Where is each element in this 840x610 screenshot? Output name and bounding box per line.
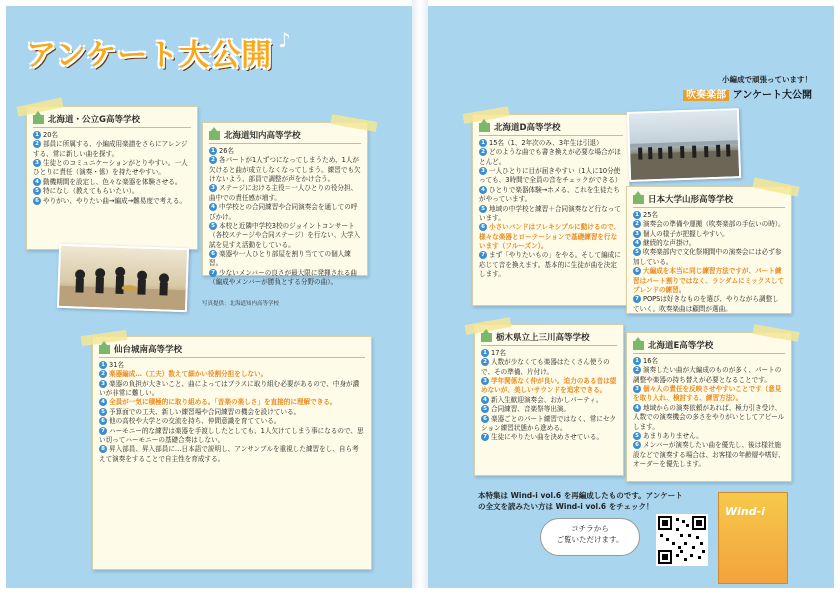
music-note-icon: ♪	[278, 28, 291, 52]
school-icon	[481, 333, 492, 342]
answer-item: 7 ハーモニー的な練習は楽器を手渡ししたとしても、1人欠けてしまう事になるので、思い切ってハーモニーの基礎合奏はしない。	[99, 426, 364, 444]
answer-item: 5 本校と近隣中学校3校のジョイントコンサート（各校ステージや合同ステージ）を行ない、大学入試を見すえ活動をしている。	[209, 221, 361, 249]
answer-item: 2 どのような曲でも書き換えが必要な場合がほとんど。	[479, 148, 621, 166]
answer-item: 1 20名	[33, 131, 191, 140]
school-icon	[99, 345, 110, 354]
gutter	[412, 0, 428, 610]
answer-item: 1 15名（1、2年次のみ、3年生は引退）	[479, 139, 623, 148]
answer-item: 4 中学校との合同練習や合同演奏会を通しての呼びかけ。	[209, 203, 358, 221]
answer-item: 5 地域の中学校と練習＋合同演奏など行なっています。	[479, 204, 621, 222]
card-header	[33, 113, 191, 128]
school-icon	[479, 123, 490, 132]
answer-item: 2 演奏会の準備や運搬（吹奏楽部の手伝いの時）。	[633, 220, 785, 229]
school-name: 北海道知内高等学校	[224, 131, 301, 141]
band-photo	[57, 244, 189, 312]
card-header	[481, 331, 617, 346]
bottom-margin	[0, 588, 840, 610]
left-page	[6, 6, 412, 602]
school-card-shiriuchi	[202, 122, 368, 287]
answer-item: 6 大編成を本当に同じ練習方法ですが、パート練習はパート割りではなく、ランダムにミックスしてブレンドの練習。	[633, 267, 785, 294]
card-header	[633, 193, 785, 208]
school-name: 北海道・公立G高等学校	[48, 115, 140, 125]
school-card-d	[472, 114, 630, 306]
school-icon	[33, 115, 44, 124]
answer-item: 5 特になし（教えてもらいたい）。	[33, 187, 191, 196]
answer-item: 2 楽器編成…（工夫）数えて細かい役割分担をしない。	[99, 370, 365, 379]
answer-item: 1 17名	[481, 349, 617, 358]
answer-item: 1 25名	[633, 211, 785, 220]
magazine-title: Wind-i	[725, 505, 765, 518]
answer-item: 5 吹奏楽部内で文化祭期間中の演奏会には必ず参加している。	[633, 248, 782, 266]
answer-item: 4 動機期間を設定し、色々な楽器を体験させる。	[33, 178, 191, 187]
answer-item: 1 16名	[633, 357, 785, 366]
answer-item: 3 個々人の責任を反映させやすいことです（意見を取り入れ、検討する、練習方法）。	[633, 385, 782, 403]
answer-item: 6 小さいバンドはフレキシブルに動けるので、様々な楽器とローテーションで基礎練習を行ないます（フルーズン）。	[479, 223, 621, 250]
answer-item: 4 ひとりで楽器体験→ホメる、これを生徒たちがやっています。	[479, 185, 620, 204]
answer-item: 6 他の高校や大学との交流を持ち、仲間意識を育てている。	[99, 417, 365, 426]
answer-item: 7 少ないメンバーの良さが最大限に発揮される曲（編成やメンバーが勝負とする分野の曲）。	[209, 268, 358, 287]
card-header	[209, 129, 361, 144]
answer-item: 6 メンバーが演奏したい曲を優先し、後は様社施設などで演奏する場合は、お客様の年齢層や嗜好、オーダーを優先します。	[633, 441, 785, 468]
card-header	[633, 339, 785, 354]
answer-item: 6 やりがい、やりたい曲→編成→難易度で考える。	[33, 197, 191, 206]
answer-item: 3 生徒とのコミュニケーションがとりやすい。一人ひとりに責任（演奏・係）を持たせやすい。	[33, 159, 188, 177]
answer-item: 8 昇入部員、昇入部員に…日本語で説明し、アンサンブルを重視した練習をし、自ら考えて演奏をすることで自主性を育成する。	[99, 445, 359, 463]
school-card-tochigi	[474, 324, 624, 476]
answer-item: 5 予算面での工夫、新しい練習場や合同練習の機会を設けている。	[99, 408, 365, 417]
school-icon	[209, 131, 220, 140]
answer-item: 4 継続的な声掛け。	[633, 239, 785, 248]
info-text: 本特集は Wind-i vol.6 を再編成したものです。アンケート の全文を読みたい方は Wind-i vol.6 をチェック！	[478, 491, 683, 512]
answer-item: 6 楽器ごとのパート練習ではなく、常にセクション練習状態から進める。	[481, 414, 617, 432]
school-card-yamagata	[626, 186, 792, 314]
answer-item: 2 各パートが1人ずつになってしまうため、1人が欠けると曲が成立しなくなってしまう。練習でも欠けないよう、部員で調整が声をかけ合う。	[209, 156, 361, 184]
answer-item: 1 31名	[99, 361, 365, 370]
answer-item: 1 26名	[209, 147, 361, 156]
outdoor-photo	[627, 108, 741, 182]
answer-item: 2 演奏したい曲が大編成のものが多く、パートの調整や楽器の持ち替えが必要となることです。	[633, 366, 782, 384]
right-page	[428, 6, 834, 602]
header-title: 吹奏楽部 アンケート大公開	[683, 86, 812, 101]
answer-item: 3 ステージにおける主役＝一人ひとりの役分担、曲中での責任感が増す。	[209, 184, 358, 202]
school-name: 北海道D高等学校	[494, 123, 561, 133]
photo-credit: 写真提供：北海道知内高等学校	[202, 301, 280, 307]
answer-item: 3 一人ひとりに目が届きやすい（1人に10分使っても、3時間で全員の音をチェックができる）	[479, 167, 622, 185]
qr-code[interactable]	[656, 514, 708, 566]
answer-item: 3 学年関係なく仲が良い。迫力のある音は望めないが、美しいサウンドを追求できる。	[481, 377, 617, 395]
school-icon	[633, 341, 644, 350]
school-name: 日本大学山形高等学校	[648, 195, 734, 205]
school-icon	[633, 195, 644, 204]
school-name: 北海道E高等学校	[648, 341, 714, 351]
answer-item: 4 新入生歓迎演奏会、おかしパーティ。	[481, 396, 617, 405]
answer-item: 6 楽器や一人ひとり部屋を割り当てての個人練習。	[209, 249, 351, 268]
card-header	[479, 121, 623, 136]
answer-item: 5 あまりありません。	[633, 432, 785, 441]
school-name: 仙台城南高等学校	[114, 345, 183, 355]
answer-item: 7 POPSは好きなものを選び、やりながら調整していく。吹奏楽曲は顧問が選曲。	[633, 295, 779, 313]
answer-item: 4 地域からの演奏依頼があれば、極力引き受け、人数での演奏機会の多さをやりがいとしてアピールします。	[633, 403, 785, 431]
page-title: アンケート大公開	[26, 38, 273, 73]
school-name: 栃木県立上三川高等学校	[496, 333, 590, 343]
header-subtitle: 小編成で頑張っています！	[722, 75, 812, 84]
magazine-cover	[718, 492, 788, 584]
school-card-e	[626, 332, 792, 482]
answer-item: 5 合同練習、音楽祭等出演。	[481, 405, 617, 414]
school-card-sendai	[92, 336, 372, 570]
card-header	[99, 343, 365, 358]
answer-item: 7 生徒にやりたい曲を決めさせている。	[481, 433, 617, 442]
answer-item: 7 まず「やりたいもの」をやる。そして編成に応じて音を換えます。基本的に生徒が曲を決定します。	[479, 251, 621, 279]
answer-item: 3 個人の様子が把握しやすい。	[633, 230, 785, 239]
answer-item: 3 楽器の負担が大きいこと、曲によってはブラスに取り組む必要があるので、中身が濃いが非常に難しい。	[99, 379, 360, 398]
school-card-g	[26, 106, 198, 250]
answer-item: 4 全員が一気に積極的に取り組める。「音楽の楽しさ」を直接的に理解できる。	[99, 398, 365, 407]
answer-item: 2 部員に所属する、小編成用楽譜をさらにアレンジする、常に新しい曲を探す。	[33, 140, 188, 158]
speech-bubble: コチラから ご覧いただけます。	[540, 518, 640, 556]
answer-item: 2 人数が少なくても楽器はたくさん使うので、その準備、片付け。	[481, 358, 610, 376]
